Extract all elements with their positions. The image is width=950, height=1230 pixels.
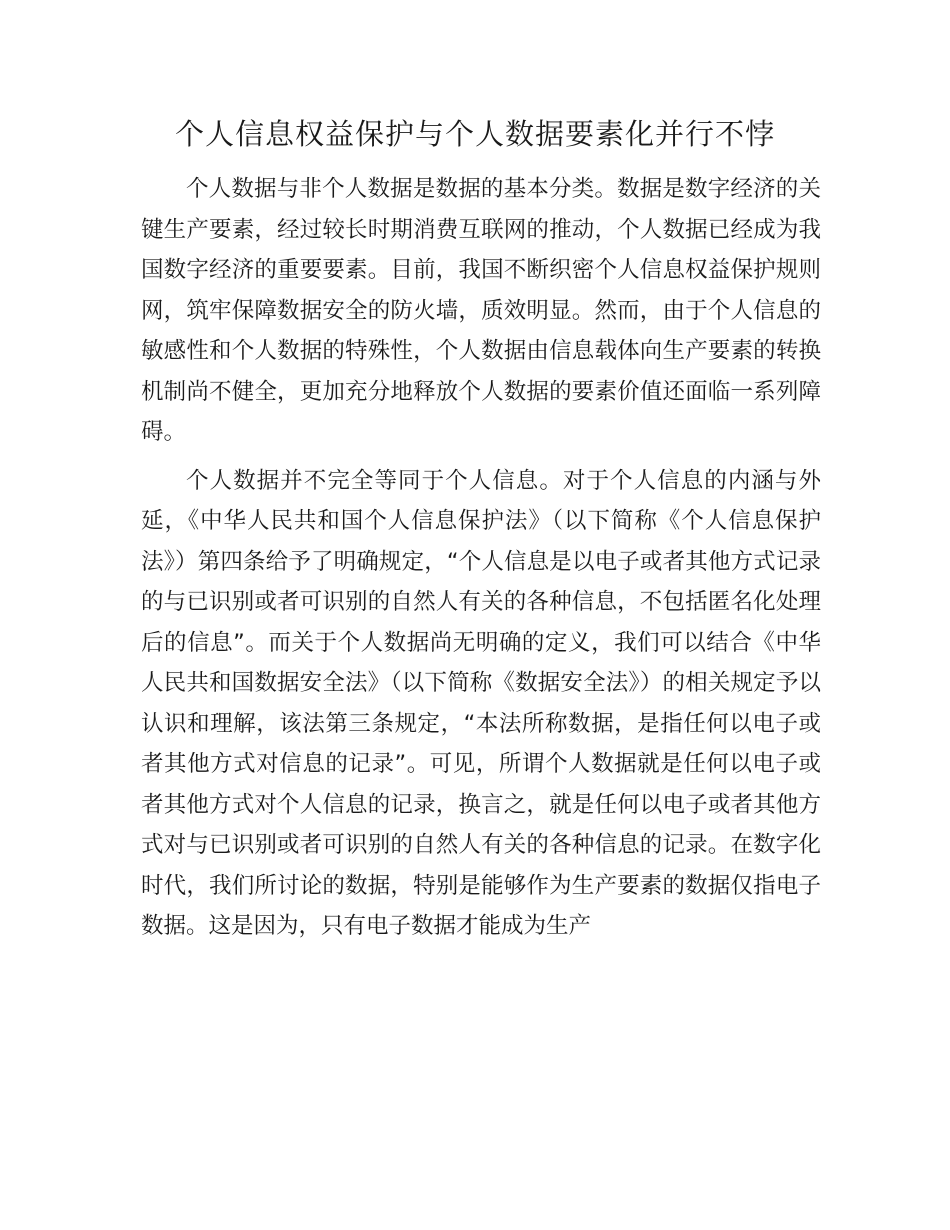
- paragraph-2: 个人数据并不完全等同于个人信息。对于个人信息的内涵与外延，《中华人民共和国个人信息保护法》（以下简称《个人信息保护法》）第四条给予了明确规定，“个人信息是以电子或者其他方式记录的与已识别或者可识别的自然人有关的各种信息，不包括匿名化处理后的信息”。而关于个人数据尚无明确的定义，我们可以结合《中华人民共和国数据安全法》（以下简称《数据安全法》）的相关规定予以认识和理解，该法第三条规定，“本法所称数据，是指任何以电子或者其他方式对信息的记录”。可见，所谓个人数据就是任何以电子或者其他方式对个人信息的记录，换言之，就是任何以电子或者其他方式对与已识别或者可识别的自然人有关的各种信息的记录。在数字化时代，我们所讨论的数据，特别是能够作为生产要素的数据仅指电子数据。这是因为，只有电子数据才能成为生产: [141, 467, 821, 939]
- paragraph-1: 个人数据与非个人数据是数据的基本分类。数据是数字经济的关键生产要素，经过较长时期消费互联网的推动，个人数据已经成为我国数字经济的重要要素。目前，我国不断织密个人信息权益保护规则网，筑牢保障数据安全的防火墙，质效明显。然而，由于个人信息的敏感性和个人数据的特殊性，个人数据由信息载体向生产要素的转换机制尚不健全，更加充分地释放个人数据的要素价值还面临一系列障碍。: [141, 176, 821, 445]
- document-body: [141, 169, 821, 955]
- document-title: 个人信息权益保护与个人数据要素化并行不悖: [174, 117, 775, 151]
